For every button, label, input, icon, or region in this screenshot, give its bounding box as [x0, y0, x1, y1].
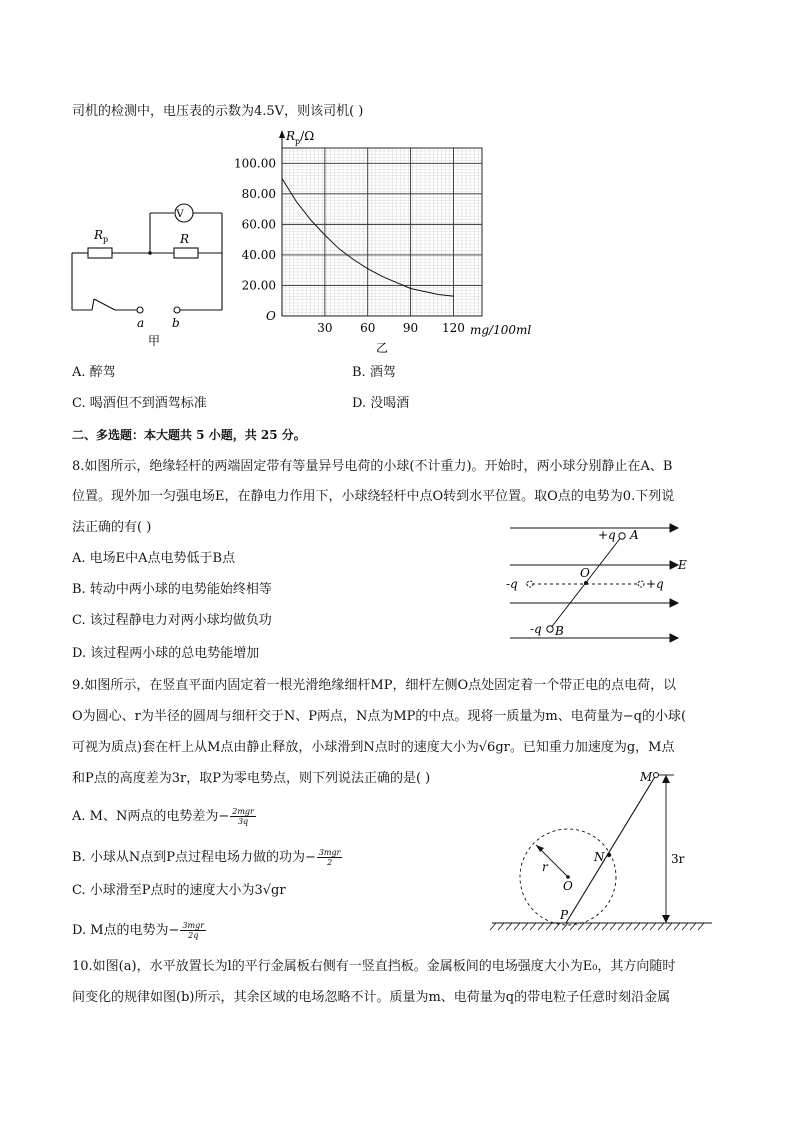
q8-option-c[interactable]: C. 该过程静电力对两小球均做负功 — [72, 613, 272, 628]
q9-stem-line-1: 9.如图所示，在竖直平面内固定着一根光滑绝缘细杆MP，细杆左侧O点处固定着一个带正电的点电荷，以 — [72, 678, 677, 693]
q7-option-c[interactable]: C. 喝酒但不到酒驾标准 — [72, 396, 207, 411]
q8-stem-line-3: 法正确的有( ) — [72, 520, 152, 535]
q9-option-d[interactable]: D. M点的电势为− $\frac{\text{3mgr}}{2q}$ — [72, 921, 205, 940]
x-tick-label: 30 — [317, 321, 333, 335]
label-point-b: B — [555, 624, 564, 638]
label-radius-r: r — [542, 860, 548, 874]
resistor-rp — [88, 248, 112, 258]
rp-label: $R_p$ — [94, 228, 109, 244]
q10-stem-line-2: 间变化的规律如图(b)所示，其余区域的电场忽略不计。质量为m、电荷量为q的带电粒子任意时刻沿金属 — [72, 990, 671, 1005]
q7-option-b[interactable]: B. 酒驾 — [352, 365, 396, 380]
x-axis-label: mg/100ml — [470, 323, 532, 337]
y-tick-label: 60.00 — [241, 217, 276, 232]
rp-graph-yi — [228, 126, 538, 356]
q9-option-b[interactable]: B. 小球从N点到P点过程电场力做的功为− $\frac{\text{3mgr}}{2}$ — [72, 848, 341, 867]
voltmeter-label: V — [176, 209, 184, 220]
label-plus-q-a: +q — [598, 528, 616, 542]
label-point-m: M — [640, 770, 653, 784]
x-tick-label: 60 — [360, 321, 376, 335]
q8-stem-line-2: 位置。现外加一匀强电场E，在静电力作用下，小球绕轻杆中点O转到水平位置。取O点的电势为0.下列说 — [72, 489, 675, 504]
section-heading-multi-choice: 二、多选题：本大题共 5 小题，共 25 分。 — [72, 428, 306, 442]
y-axis-arrow — [279, 130, 285, 138]
circuit-figure-jia — [60, 195, 240, 355]
q7-option-d[interactable]: D. 没喝酒 — [352, 396, 410, 411]
label-minus-q-b: -q — [530, 622, 542, 636]
x-tick-label: 90 — [402, 321, 419, 335]
x-tick-label: 120 — [441, 321, 465, 335]
q7-stem-tail: 司机的检测中，电压表的示数为4.5V，则该司机( ) — [72, 104, 364, 119]
y-tick-label: 80.00 — [241, 186, 276, 201]
r-label: R — [180, 232, 190, 246]
q8-field-figure — [500, 518, 700, 648]
label-point-o: O — [563, 879, 573, 893]
q8-stem-line-1: 8.如图所示，绝缘轻杆的两端固定带有等量异号电荷的小球(不计重力)。开始时，两小球分别静止在A、B — [72, 459, 673, 474]
q10-stem-line-1: 10.如图(a)，水平放置长为l的平行金属板右侧有一竖直挡板。金属板间的电场强度大小为E₀，其方向随时 — [72, 959, 676, 974]
q8-option-d[interactable]: D. 该过程两小球的总电势能增加 — [72, 646, 260, 661]
q7-option-a[interactable]: A. 醉驾 — [72, 365, 116, 380]
label-minus-q-left: -q — [506, 577, 518, 591]
q9-stem-line-2: O为圆心、r为半径的圆周与细杆交于N、P两点，N点为MP的中点。现将一质量为m、电荷量为−q的小球( — [72, 709, 687, 724]
label-point-o: O — [580, 566, 590, 580]
y-tick-label: 20.00 — [241, 278, 276, 293]
q9-stem-line-4: 和P点的高度差为3r，取P为零电势点，则下列说法正确的是( ) — [72, 771, 431, 786]
q9-option-a[interactable]: A. M、N两点的电势差为− $\frac{\text{2mgr}}{3q}$ — [72, 807, 254, 826]
q8-option-a[interactable]: A. 电场E中A点电势低于B点 — [72, 551, 236, 566]
q9-option-c[interactable]: C. 小球滑至P点时的速度大小为3√gr — [72, 883, 286, 898]
q9-stem-line-3: 可视为质点)套在杆上从M点由静止释放，小球滑到N点时的速度大小为√6gr。已知重力加速度为g，M点 — [72, 740, 675, 755]
label-plus-q-right: +q — [646, 577, 664, 591]
label-field-e: E — [678, 558, 687, 572]
graph-plot-area — [282, 148, 482, 316]
q9-rod-figure — [488, 765, 718, 940]
terminal-b-label: b — [172, 316, 180, 330]
label-point-n: N — [594, 850, 605, 864]
label-height-3r: 3r — [671, 852, 685, 866]
terminal-a-label: a — [137, 316, 145, 330]
origin-label: O — [266, 309, 276, 323]
q8-option-b[interactable]: B. 转动中两小球的电势能始终相等 — [72, 582, 272, 597]
y-tick-label: 100.00 — [234, 156, 276, 171]
label-point-p: P — [560, 908, 569, 922]
fig-yi-label: 乙 — [376, 341, 389, 355]
fig-jia-label: 甲 — [148, 334, 161, 348]
y-tick-label: 40.00 — [241, 247, 276, 262]
resistor-r — [174, 248, 198, 258]
y-axis-label: $R_p/\Omega$ — [286, 129, 315, 146]
label-point-a: A — [630, 528, 639, 542]
